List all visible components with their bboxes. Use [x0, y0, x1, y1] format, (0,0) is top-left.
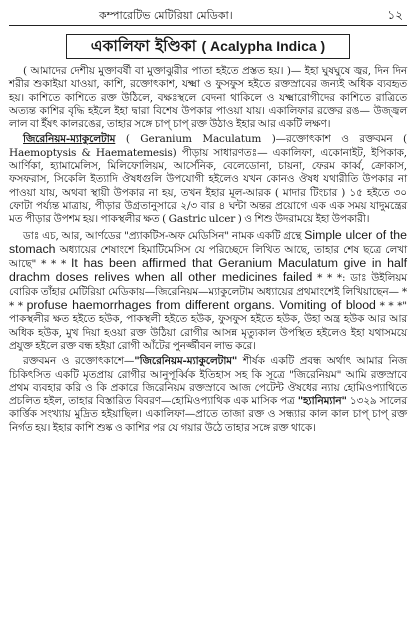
heading-english: ( Acalypha Indica ) [201, 38, 326, 54]
running-title: কম্পারেটিভ মেটিরিয়া মেডিকা। [99, 9, 233, 22]
paragraph-acalypha: ( আমাদের দেশীয় মুক্তাবর্ষী বা মুক্তাঝুরীর পাতা হইতে প্রস্তত হয়। )— ইহা ঘুষঘুষে জ্বর, দিন দিন শরীর শুকাইয়া যাওয়া, কাশি, রক্তোৎকাশ, যক্ষ্মা ও ফুসফুস হইতে রক্তস্রাবের জন্যই অধিক ব্যবহৃত হয়। কাশিতে কাশিতে রক্ত উঠিলে, বক্ষঃস্থলে বেদনা থাকিলে ও যক্ষ্মারোগীদের কাশিতে রাত্রিতে অত্যন্ত কাশির বৃদ্ধি হইলে ইহা দ্বারা বিশেষ উপকার পাওয়া যায়। একালিফার রক্তের রঙ— উজ্জ্বল লাল বা ইঁষৎ কালরঙের, তাহার সঙ্গে চাপ্ চাপ্ রক্ত উঠাও ইহার আর একটি লক্ষণ। [9, 65, 407, 131]
quote-english-1: Simple ulcer of the stomach [9, 227, 407, 256]
article-end: ১৩২৯ সালের কার্ত্তিক সংখ্যায় মুদ্রিত হইয়াছিল। একালিফা—প্রাতে তাজা রক্ত ও সন্ধ্যার কাল কাল চাপ্ চাপ্ রক্ত নির্গত হয়। ইহার কাশি শুষ্ক ও কাশির পর যে গয়ার উঠে তাহার সঙ্গে রক্ত থাকে। [9, 395, 407, 434]
quote-english-3: profuse haemorrhages from different organs. Vomiting of blood [26, 298, 376, 313]
quote-intro: ডাঃ এচ, আর, আর্ণডের "প্র্যাকটিস-অফ মেডিসিন" নামক একটি গ্রন্থে [23, 229, 305, 242]
paragraph-geranium [9, 133, 407, 226]
section-heading [66, 34, 350, 59]
article-title: "জিরেনিয়ম-ম্যাকুলেটাম" [134, 355, 238, 368]
article-text: শীর্ষক একটি প্রবন্ধ অর্থাৎ আমার নিজ চিকিৎসিত একটি মৃতপ্রায় রোগীর আনুপূর্ব্বিক ইতিহাস সহ কি সূত্রে "জিরেনিয়ম" আমি রক্তস্রাবে প্রথম ব্যবহার করি ও কি প্রকারে জিরেনিয়ম রক্তস্রাবে আজ পেটেন্ট ঔষধের ন্যায় হোমিওপ্যাথিতে প্রচলিত হইল, তাহার বিস্তারিত বিবরণ—হোমিওপ্যাথিক এক মাসিক পত্র [9, 355, 407, 408]
quote-mid-1: অধ্যায়ের শেষাংশে হিমাটিমেসিস যে পরিচ্ছেদে লিখিত আছে, তাহার শেষ ছত্রে লেখা আছে" * * * [9, 243, 407, 271]
journal-name: "হ্যানিম্যান" [297, 395, 347, 408]
page-body [9, 65, 407, 435]
article-intro: রক্তবমন ও রক্তোৎকাশে— [23, 355, 135, 368]
quote-end: * * *" পাকস্থলীর ক্ষত হইতে হউক, পাকস্থলী হইতে হউক, ফুসফুস হইতে হউক, উহা অন্ত্র হউক আর আর অধিক হউক, মুখ দিয়া হওয়া রক্ত উঠিয়া রোগীর আসন্ন মৃত্যুকাল উপস্থিত হইলেও ইহা যথাসময়ে প্রযুক্ত হইলে রক্ত বন্ধ হইয়া রোগী আঁটের পুনর্জ্জীবন লাভ করে। [9, 300, 407, 352]
paragraph-quotes [9, 229, 407, 354]
geranium-text: ( Geranium Maculatum )—রক্তোৎকাশ ও রক্তবমন ( Haemoptysis & Haematemesis) পীড়ায় সাধারণতঃ— একালিফা, একোনাইট, ইপিকাক, আর্ণিকা, হ্যামামেলিস, মিলিফোলিয়ম, আর্সেনিক, বেলেডোনা, চায়না, ফেরম কার্ব্ব, ক্রোকাস, ফসফরাস, সিকেলি ইত্যাদি ঔষধগুলি উপযোগী হইলেও যখন কোনও ঔষধ যথারীতি উপকার না পাওয়া যায়, অথবা স্থায়ী উপকার না হয়, তখন ইহার মূল-আরক ( মাদার টিংচার ) ১৫ হইতে ৩০ ফোটা পর্য্যন্ত মাত্রায়, পীড়ার উগ্রতানুসারে ২/৩ বার ৪ ঘন্টা অন্তর প্রয়োগে এক এক সময় যাদুমন্ত্রের মত পীড়ার উপশম হয়। পাকস্থলীর ক্ষত ( Gastric ulcer ) ও শিশু উদরাময়ে ইহা উপকারী। [9, 133, 408, 226]
quote-english-2: It has been affirmed that Geranium Maculatum give in half drachm doses relives when all other medicines failed [9, 256, 407, 285]
running-header [9, 6, 407, 26]
paragraph-article [9, 355, 407, 435]
geranium-lead: জিরেনিয়ম-ম্যাকুলেটাম [23, 133, 116, 146]
quote-mid-2: * * *: ডাঃ উইলিয়ম বোরিক তাঁহার মেটিরিয়া মেডিকায়—জিরেনিয়ম—ম্যাকুলেটাম অধ্যায়ের প্রথমাংশেই লিখিয়াছেন— * * * [9, 272, 407, 313]
heading-bengali: একালিফা ইণ্ডিকা [90, 36, 197, 55]
page-number: ১২ [387, 8, 403, 22]
